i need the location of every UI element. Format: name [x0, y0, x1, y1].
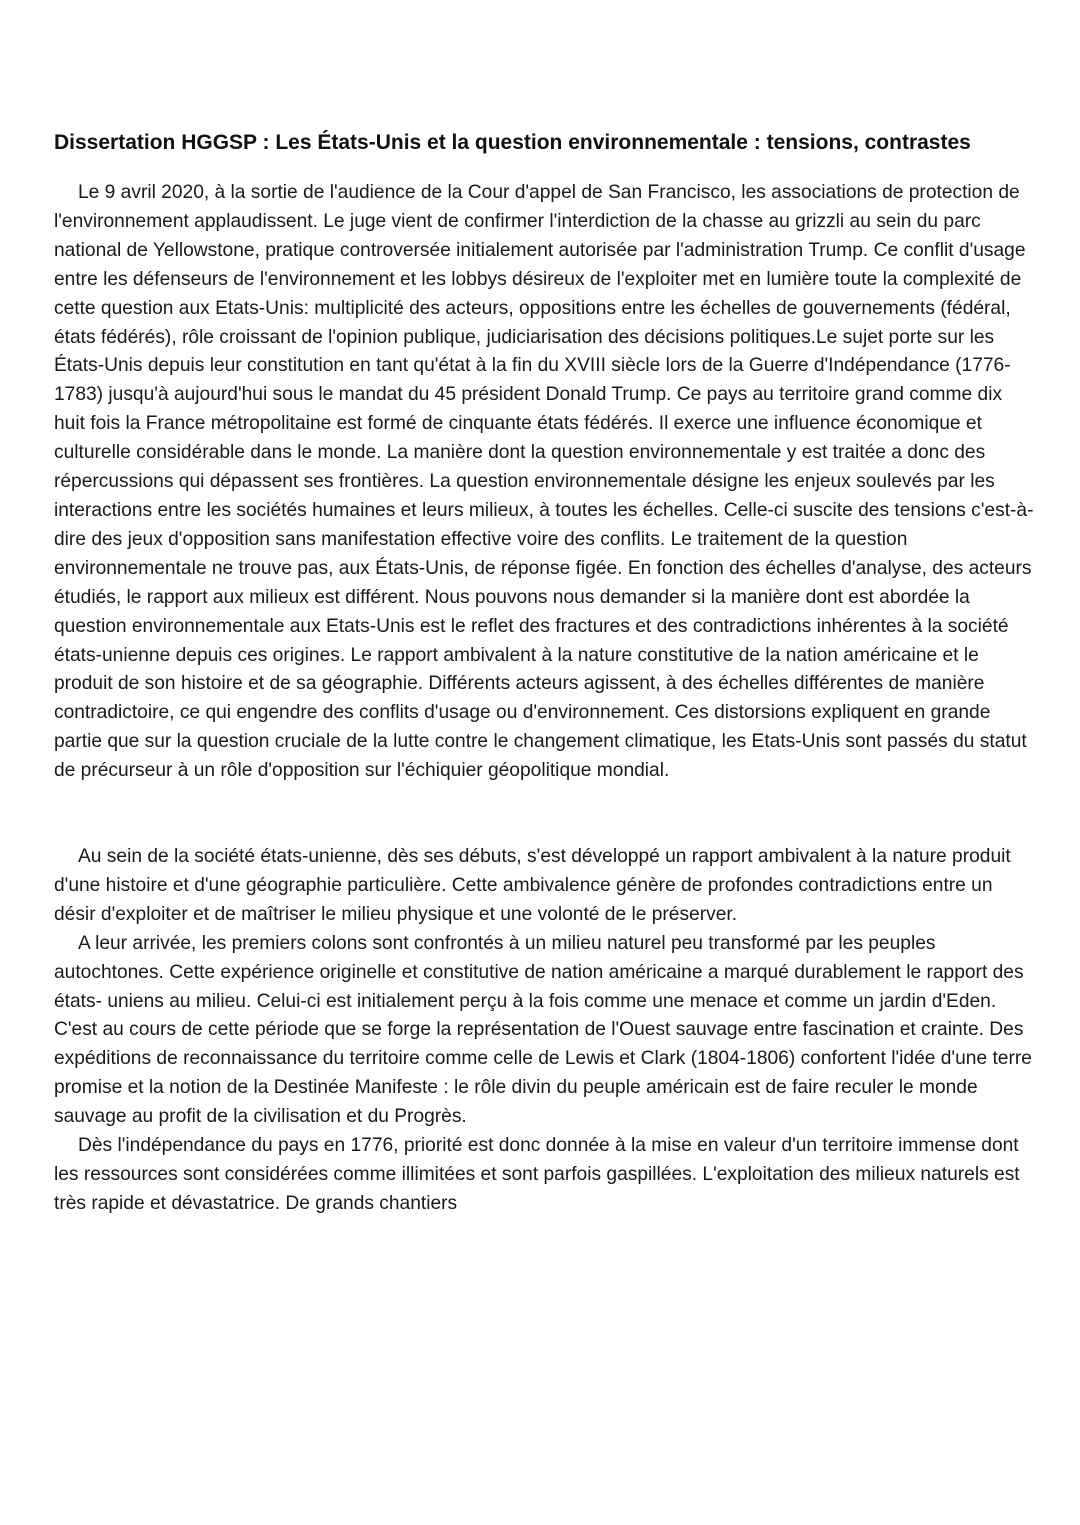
- paragraph-ambivalence: Au sein de la société états-unienne, dès ses débuts, s'est développé un rapport ambivalent à la nature produit d'une histoire et d'une géographie particulière. Cette ambivalence génère de profondes contradictions entre un désir d'exploiter et de maîtriser le milieu physique et une volonté de le préserver.: [54, 846, 1011, 925]
- document-title: Dissertation HGGSP : Les États-Unis et la question environnementale : tensions, contrastes: [54, 131, 971, 154]
- paragraph-colons: A leur arrivée, les premiers colons sont confrontés à un milieu naturel peu transformé par les peuples autochtones. Cette expérience originelle et constitutive de nation américaine a marqué durablement le rapport des états- uniens au milieu. Celui-ci est initialement perçu à la fois comme une menace et comme un jardin d'Eden. C'est au cours de cette période que se forge la représentation de l'Ouest sauvage entre fascination et crainte. Des expéditions de reconnaissance du territoire comme celle de Lewis et Clark (1804-1806) confortent l'idée d'une terre promise et la notion de la Destinée Manifeste : le rôle divin du peuple américain est de faire reculer le monde sauvage au profit de la civilisation et du Progrès.: [54, 932, 1032, 1128]
- document-page: [54, 127, 1034, 1219]
- paragraph-gap: [54, 786, 1034, 843]
- paragraph-independance: Dès l'indépendance du pays en 1776, priorité est donc donnée à la mise en valeur d'un territoire immense dont les ressources sont considérées comme illimitées et sont parfois gaspillées. L'exploitation des milieux naturels est très rapide et dévastatrice. De grands chantiers: [54, 1135, 1020, 1214]
- paragraph-introduction: Le 9 avril 2020, à la sortie de l'audience de la Cour d'appel de San Francisco, les associations de protection de l'environnement applaudissent. Le juge vient de confirmer l'interdiction de la chasse au grizzli au sein du parc national de Yellowstone, pratique controversée initialement autorisée par l'administration Trump. Ce conflit d'usage entre les défenseurs de l'environnement et les lobbys désireux de l'exploiter met en lumière toute la complexité de cette question aux Etats-Unis: multiplicité des acteurs, oppositions entre les échelles de gouvernements (fédéral, états fédérés), rôle croissant de l'opinion publique, judiciarisation des décisions politiques.Le sujet porte sur les États-Unis depuis leur constitution en tant qu'état à la fin du XVIII siècle lors de la Guerre d'Indépendance (1776-1783) jusqu'à aujourd'hui sous le mandat du 45 président Donald Trump. Ce pays au territoire grand comme dix huit fois la France métropolitaine est formé de cinquante états fédérés. Il exerce une influence économique et culturelle considérable dans le monde. La manière dont la question environnementale y est traitée a donc des répercussions qui dépassent ses frontières. La question environnementale désigne les enjeux soulevés par les interactions entre les sociétés humaines et leurs milieux, à toutes les échelles. Celle-ci suscite des tensions c'est-à-dire des jeux d'opposition sans manifestation effective voire des conflits. Le traitement de la question environnementale ne trouve pas, aux États-Unis, de réponse figée. En fonction des échelles d'analyse, des acteurs étudiés, le rapport aux milieux est différent. Nous pouvons nous demander si la manière dont est abordée la question environnementale aux Etats-Unis est le reflet des fractures et des contradictions inhérentes à la société états-unienne depuis ces origines. Le rapport ambivalent à la nature constitutive de la nation américaine et le produit de son histoire et de sa géographie. Différents acteurs agissent, à des échelles différentes de manière contradictoire, ce qui engendre des conflits d'usage ou d'environnement. Ces distorsions expliquent en grande partie que sur la question cruciale de la lutte contre le changement climatique, les Etats-Unis sont passés du statut de précurseur à un rôle d'opposition sur l'échiquier géopolitique mondial.: [54, 182, 1034, 782]
